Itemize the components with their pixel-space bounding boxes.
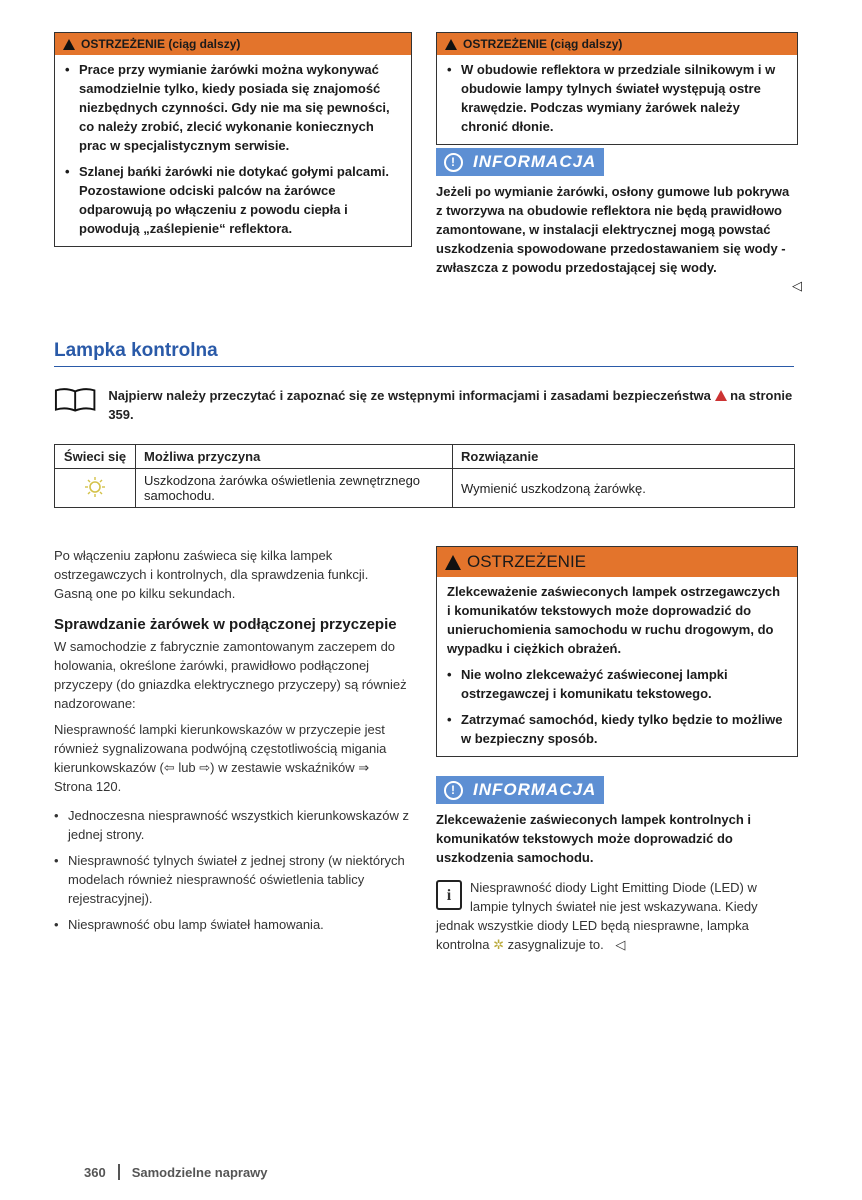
info-block-2 — [436, 776, 798, 867]
warning-box-right — [436, 32, 798, 145]
warning-header — [437, 33, 797, 55]
subheading: Sprawdzanie żarówek w podłączonej przyczepie — [54, 616, 397, 633]
intro-link[interactable]: na stronie 359. — [108, 388, 793, 422]
warning-item: • Prace przy wymianie żarówki można wykonywać samodzielnie tylko, kiedy posiada się znajomość niezbędnych czynności. Gdy nie ma się pewności, co należy zrobić, zlecić wykonanie koniecznych prac w specjalistycznym serwisie. — [65, 60, 401, 155]
info-title: INFORMACJA — [473, 152, 597, 171]
info-text-content: Jeżeli po wymianie żarówki, osłony gumowe lub pokrywa z tworzywa na obudowie reflektora nie będą prawidłowo zamontowane, w instalacji elektrycznej mogą powstać uszkodzenia spowodowane przedostawaniem się wody - zwłaszcza z powodu przedostającej się wody. — [436, 184, 790, 275]
warning-item: • W obudowie reflektora w przedziale silnikowym i w obudowie lampy tylnych świateł występują ostre krawędzie. Podczas wymiany żarówek należy chronić dłonie. — [447, 60, 787, 136]
warning-title: OSTRZEŻENIE (ciąg dalszy) — [463, 37, 623, 51]
info-icon: ! — [444, 781, 463, 800]
warning-triangle-icon — [715, 390, 727, 401]
info-header — [436, 148, 604, 176]
info-icon: ! — [444, 153, 463, 172]
list-item: • Niesprawność tylnych świateł z jednej strony (w niektórych modelach również niesprawność oświetlenia tablicy rejestracyjnej). — [54, 851, 410, 908]
table-cell-cause: Uszkodzona żarówka oświetlenia zewnętrznego samochodu. — [136, 469, 453, 508]
list-item: • Jednoczesna niesprawność wszystkich kierunkowskazów z jednej strony. — [54, 806, 410, 844]
warning-item: • Zatrzymać samochód, kiedy tylko będzie to możliwe w bezpieczny sposób. — [447, 710, 787, 748]
col-header: Świeci się — [55, 445, 136, 469]
paragraph: W samochodzie z fabrycznie zamontowanym zaczepem do holowania, określone żarówki, prawidłowo podłączonej przyczepy (do gniazdka elektrycznego przyczepy) są również nadzorowane: — [54, 639, 407, 711]
intro — [54, 386, 794, 424]
warning-body — [437, 55, 797, 144]
warning-paragraph: Zlekceważenie zaświeconych lampek ostrzegawczych i komunikatów tekstowych może doprowadzić do unieruchomienia samochodu w ruchu drogowym, do wypadku i ciężkich obrażeń. — [447, 584, 781, 656]
info-block-1 — [436, 148, 798, 277]
page-number: 360 — [84, 1164, 106, 1180]
warning-item: • Nie wolno zlekceważyć zaświeconej lampki ostrzegawczej i komunikatu tekstowego. — [447, 665, 787, 703]
paragraph: Po włączeniu zapłonu zaświeca się kilka lampek ostrzegawczych i kontrolnych, dla sprawdzenia funkcji. Gasną one po kilku sekundach. — [54, 548, 369, 601]
table-cell-solution: Wymienić uszkodzoną żarówkę. — [453, 469, 795, 508]
footer — [84, 1164, 268, 1180]
warning-item: • Szlanej bańki żarówki nie dotykać gołymi palcami. Pozostawione odciski palców na żarówce odparowują po włączeniu z powodu ciepła i powodują „zaślepienie“ reflektora. — [65, 162, 401, 238]
table-row — [55, 469, 795, 508]
warning-light-table — [54, 444, 795, 508]
warning-triangle-icon — [445, 555, 461, 570]
note-text-b: zasygnalizuje to. — [507, 937, 604, 952]
warning-body — [437, 577, 797, 756]
end-mark: ◁ — [792, 278, 802, 293]
bulb-warning-icon: ✲ — [493, 937, 505, 952]
intro-text-a: Najpierw należy przeczytać i zapoznać się ze wstępnymi informacjami i zasadami bezpieczeństwa — [108, 388, 711, 403]
col-header: Możliwa przyczyna — [136, 445, 453, 469]
section-title: Lampka kontrolna — [54, 340, 218, 361]
info-title: INFORMACJA — [473, 780, 597, 799]
warning-body — [55, 55, 411, 246]
table-header-row — [55, 445, 795, 469]
note-text-a: Niesprawność diody Light Emitting Diode (LED) w lampie tylnych świateł nie jest wskazywana. Kiedy jednak wszystkie diody LED będą niesprawne, lampka kontrolna — [436, 880, 758, 952]
warning-title: OSTRZEŻENIE — [467, 552, 587, 571]
col-header: Rozwiązanie — [453, 445, 795, 469]
list-item: • Niesprawność obu lamp świateł hamowania. — [54, 915, 410, 934]
intro-text — [108, 386, 794, 424]
section-divider — [54, 366, 794, 367]
footer-divider — [118, 1164, 120, 1180]
warning-triangle-icon — [63, 39, 75, 50]
info-note-icon: i — [436, 880, 462, 910]
warning-header — [55, 33, 411, 55]
warning-header — [437, 547, 797, 577]
warning-title: OSTRZEŻENIE (ciąg dalszy) — [81, 37, 241, 51]
section-heading — [54, 340, 794, 367]
bulb-warning-icon — [84, 476, 106, 498]
warning-triangle-icon — [445, 39, 457, 50]
info-header — [436, 776, 604, 804]
table-cell-icon — [55, 469, 136, 508]
info-text: Zlekceważenie zaświeconych lampek kontrolnych i komunikatów tekstowych może doprowadzić do uszkodzenia samochodu. — [436, 812, 752, 865]
left-column — [54, 546, 410, 941]
end-mark: ◁ — [615, 937, 626, 952]
chapter-name: Samodzielne naprawy — [131, 1164, 268, 1180]
warning-box-left — [54, 32, 412, 247]
warning-box-main — [436, 546, 798, 757]
paragraph: Niesprawność lampki kierunkowskazów w przyczepie jest również sygnalizowana podwójną częstotliwością migania kierunkowskazów (⇦ lub ⇨) w zestawie wskaźników ⇒ Strona 120. — [54, 722, 387, 794]
book-icon — [54, 386, 96, 414]
info-text — [436, 182, 798, 277]
note — [436, 878, 798, 954]
